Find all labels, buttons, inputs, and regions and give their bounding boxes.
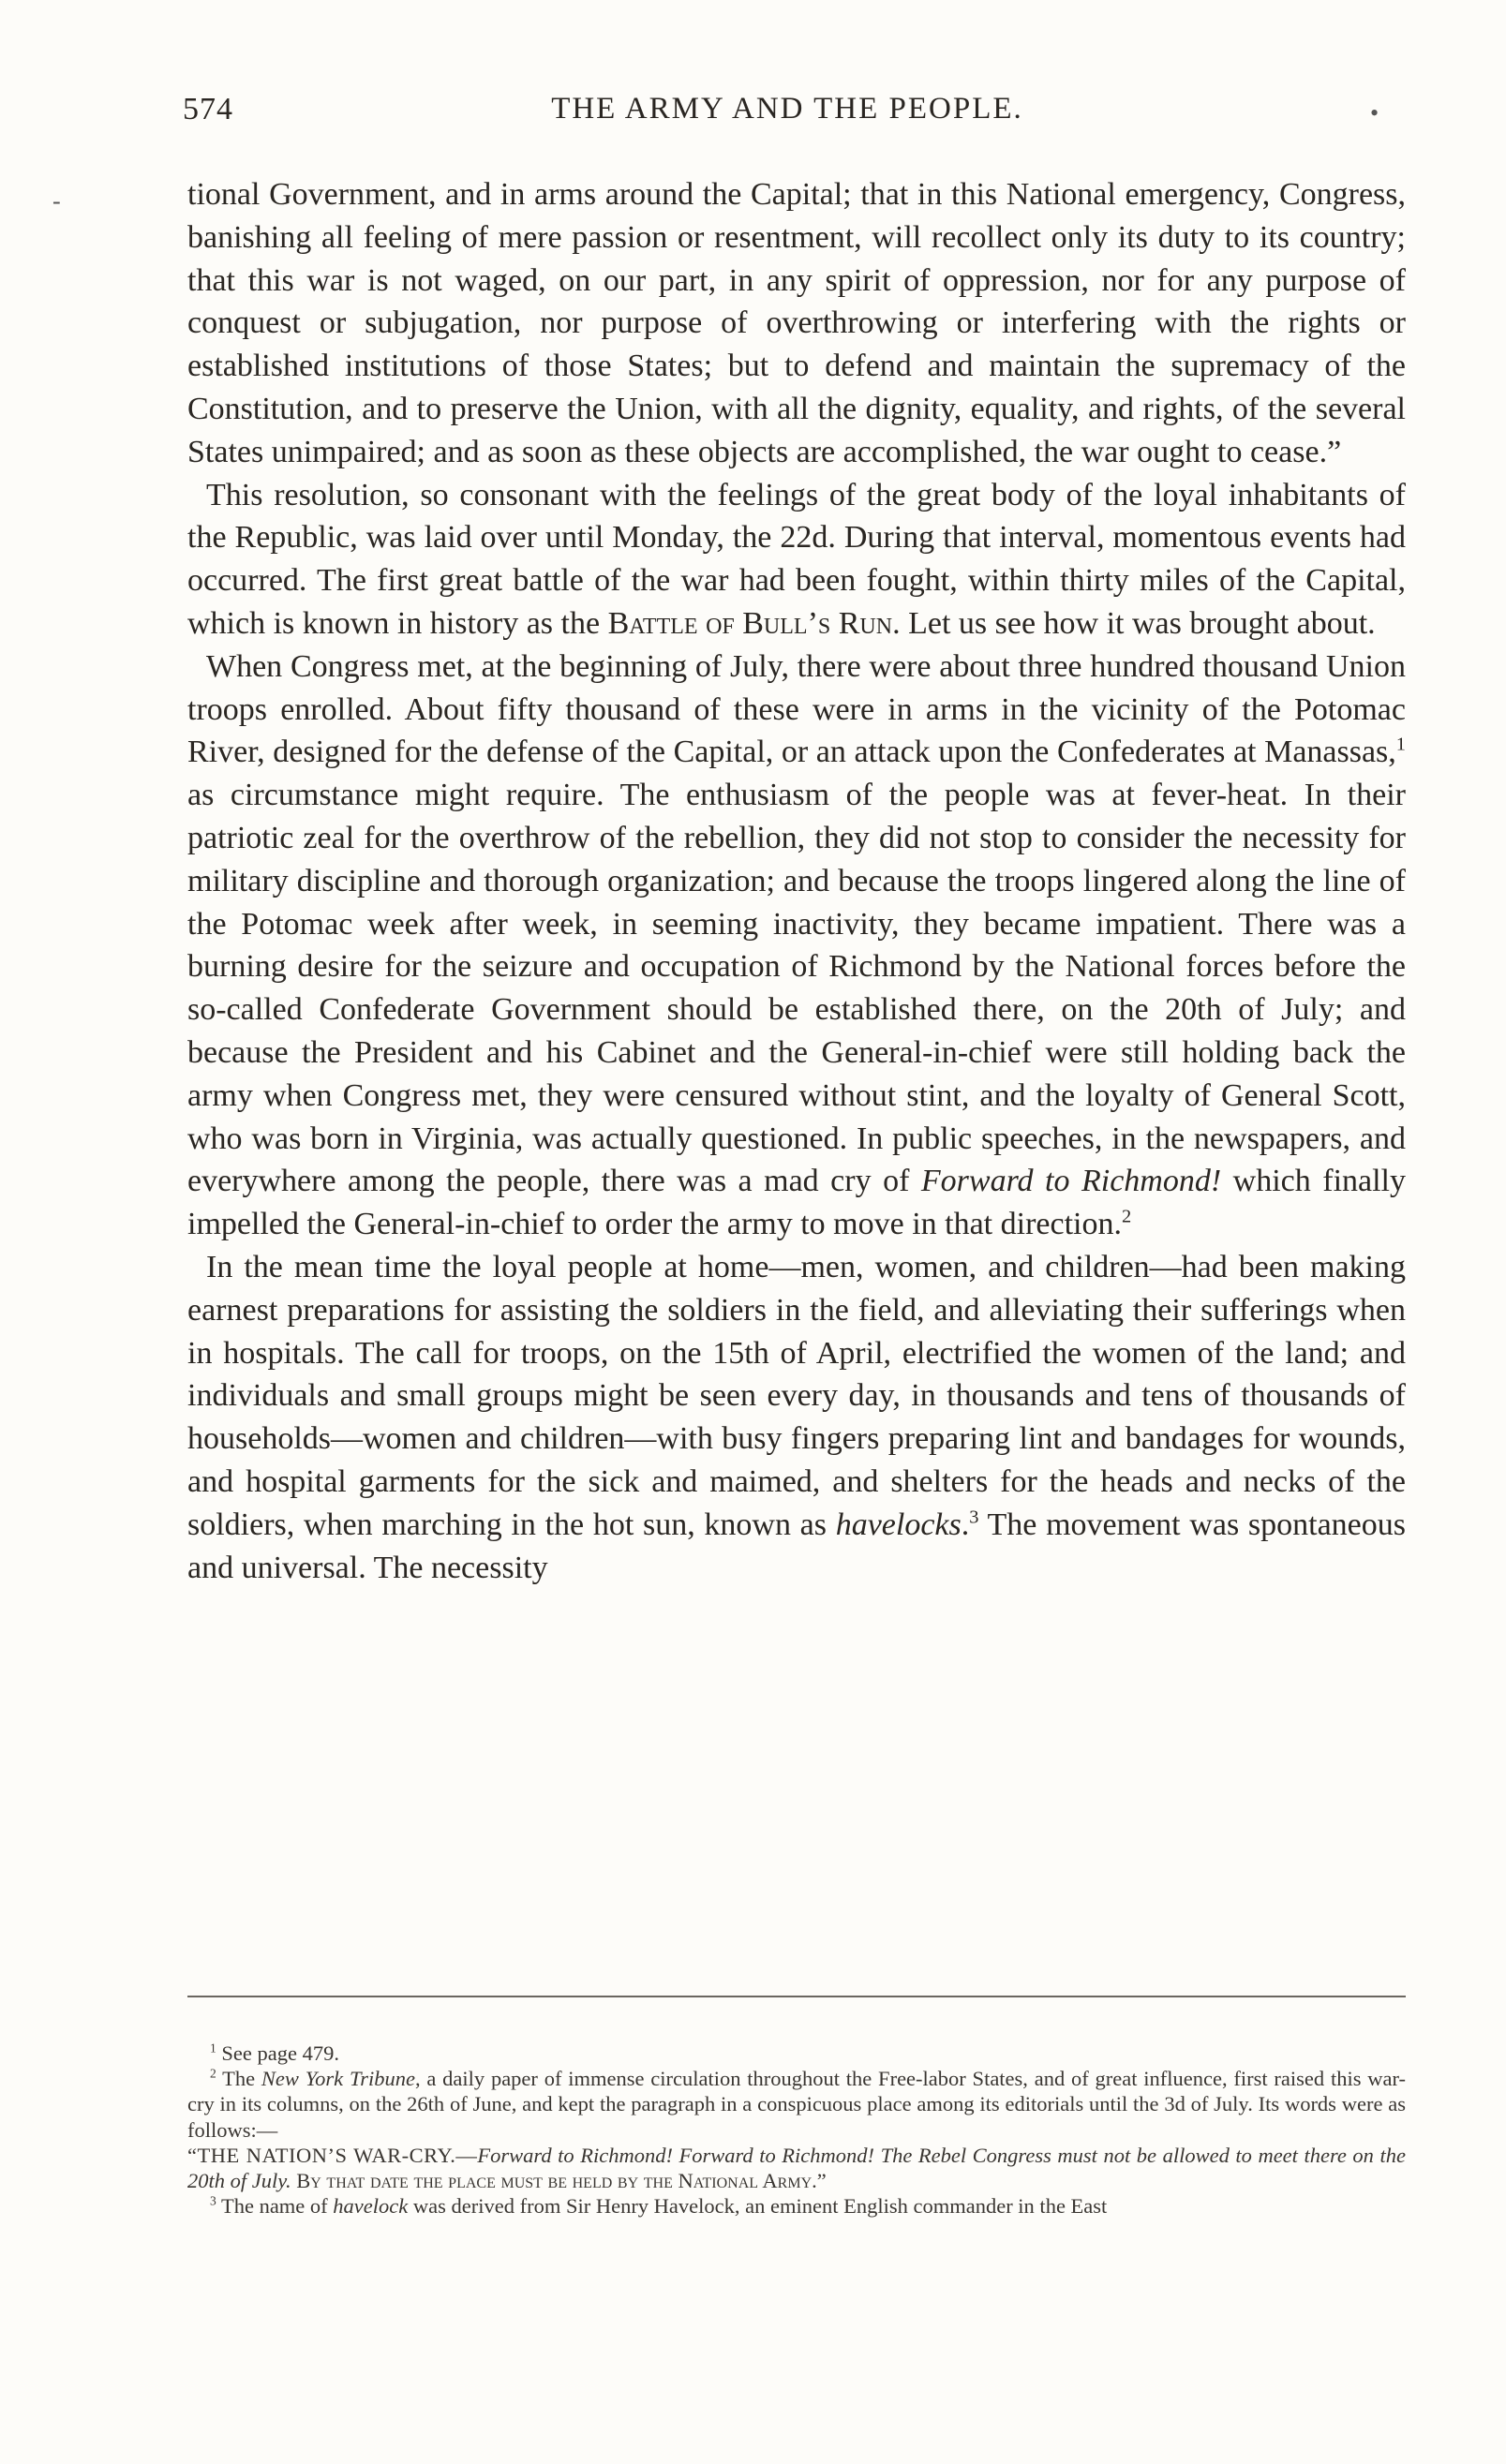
paragraph-3-text-end: which finally impelled the General-in-chief to order the army to move in that direction.	[187, 1164, 1407, 1242]
battle-name: Battle of Bull’s Run	[607, 605, 893, 641]
footnote-2-mark: 2	[210, 2066, 216, 2081]
footnote-2-quote-open: “THE NATION’S WAR-CRY.—	[187, 2143, 478, 2167]
footnote-2-quote-caps: By that date the place must be held by the National Army.”	[291, 2169, 827, 2193]
footnote-ref-2: 2	[1121, 1206, 1132, 1227]
paragraph-2	[187, 474, 1406, 646]
body-text	[187, 173, 1406, 1589]
footnote-ref-3: 3	[969, 1507, 979, 1528]
paragraph-2-text-start: This resolution, so consonant with the feelings of the great body of the loyal inhabitants of the Republic, was laid over until Monday, the 22d. During that interval, momentous events had occurred. The first great battle of the war had been fought, within thirty miles of the Capital, which is known in history as the	[187, 477, 1406, 641]
footnote-ref-1: 1	[1395, 735, 1406, 756]
footnote-3-mark: 3	[210, 2193, 216, 2208]
footnote-3-text-start: The name of	[220, 2194, 334, 2219]
running-title: THE ARMY AND THE PEOPLE.	[551, 92, 1023, 126]
footnote-2-text-start: The	[222, 2067, 261, 2091]
paragraph-4-text-start: In the mean time the loyal people at home—men, women, and children—had been making earnest preparations for assisting the soldiers in the field, and alleviating their sufferings when in hospitals. The call for troops, on the 15th of April, electrified the women of the land; and individuals and small groups might be seen every day, in thousands and tens of thousands of households—women and children—with busy fingers preparing lint and bandages for wounds, and hospital garments for the sick and maimed, and shelters for the heads and necks of the soldiers, when marching in the hot sun, known as	[187, 1249, 1406, 1542]
margin-mark: -	[52, 187, 61, 215]
footnote-3-text-end: was derived from Sir Henry Havelock, an eminent English commander in the East	[408, 2194, 1108, 2219]
paragraph-1	[187, 173, 1406, 474]
paragraph-4-text-end: The movement was spontaneous and universal. The necessity	[187, 1507, 1406, 1585]
footnote-1	[187, 2041, 1406, 2066]
war-cry: Forward to Richmond!	[920, 1164, 1222, 1199]
havelock-term: havelock	[333, 2194, 409, 2219]
footnote-2-text-end: , a daily paper of immense circulation throughout the Free-labor States, and of great influence, first raised this war-cry in its columns, on the 26th of June, and kept the paragraph in a conspicuous place among its editorials until the 3d of July. Its words were as follows:—	[187, 2067, 1407, 2142]
paragraph-2-text-end: . Let us see how it was brought about.	[892, 605, 1376, 641]
footnotes	[187, 2041, 1406, 2219]
footnote-1-text: See page 479.	[221, 2041, 339, 2065]
newspaper-name: New York Tribune	[261, 2067, 415, 2091]
havelocks-term: havelocks	[835, 1507, 962, 1542]
footnote-3	[187, 2193, 1406, 2219]
footnote-divider	[187, 1996, 1406, 1997]
footnote-2-quote-italic: Forward to Richmond! Forward to Richmond! The Rebel Congress must not be allowed to meet there on the 20th of July.	[187, 2143, 1406, 2193]
page-number: 574	[183, 92, 233, 126]
footnote-2	[187, 2066, 1406, 2193]
paragraph-1-text: tional Government, and in arms around the Capital; that in this National emergency, Congress, banishing all feeling of mere passion or resentment, will recollect only its duty to its country; that this war is not waged, on our part, in any spirit of oppression, nor for any purpose of conquest or subjugation, nor purpose of overthrowing or interfering with the rights or established institutions of those States; but to defend and maintain the supremacy of the Constitution, and to preserve the Union, with all the dignity, equality, and rights, of the several States unimpaired; and as soon as these objects are accomplished, the war ought to cease.”	[187, 177, 1406, 469]
corner-mark: •	[1370, 99, 1379, 126]
footnote-1-mark: 1	[210, 2041, 216, 2056]
paragraph-3-text-middle: as circumstance might require. The enthusiasm of the people was at fever-heat. In their patriotic zeal for the overthrow of the rebellion, they did not stop to consider the necessity for military discipline and thorough organization; and because the troops lingered along the line of the Potomac week after week, in seeming inactivity, they became impatient. There was a burning desire for the seizure and occupation of Richmond by the National forces before the so-called Confederate Government should be established there, on the 20th of July; and because the President and his Cabinet and the General-in-chief were still holding back the army when Congress met, they were censured without stint, and the loyalty of General Scott, who was born in Virginia, was actually questioned. In public speeches, in the newspapers, and everywhere among the people, there was a mad cry of	[187, 778, 1406, 1199]
page-header	[183, 92, 1392, 139]
paragraph-3-text-start: When Congress met, at the beginning of July, there were about three hundred thousand Union troops enrolled. About fifty thousand of these were in arms in the vicinity of the Potomac River, designed for the defense of the Capital, or an attack upon the Confederates at Manassas,	[187, 648, 1406, 770]
paragraph-3	[187, 646, 1406, 1246]
paragraph-4: In the mean time the loyal people at home—men, women, and children—had been making earnest preparations for assisting the soldiers in the field, and alleviating their sufferings when in hospitals. The call for troops, on the 15th of April, electrified the women of the land; and individuals and small groups might be seen every day, in thousands and tens of thousands of households—women and children—with busy fingers preparing lint and bandages for wounds, and hospital garments for the sick and maimed, and shelters for the heads and necks of the soldiers, when marching in the hot sun, known as havelocks.$^3$ The movement was spontaneous and universal. The necessity	[187, 1249, 1406, 1585]
